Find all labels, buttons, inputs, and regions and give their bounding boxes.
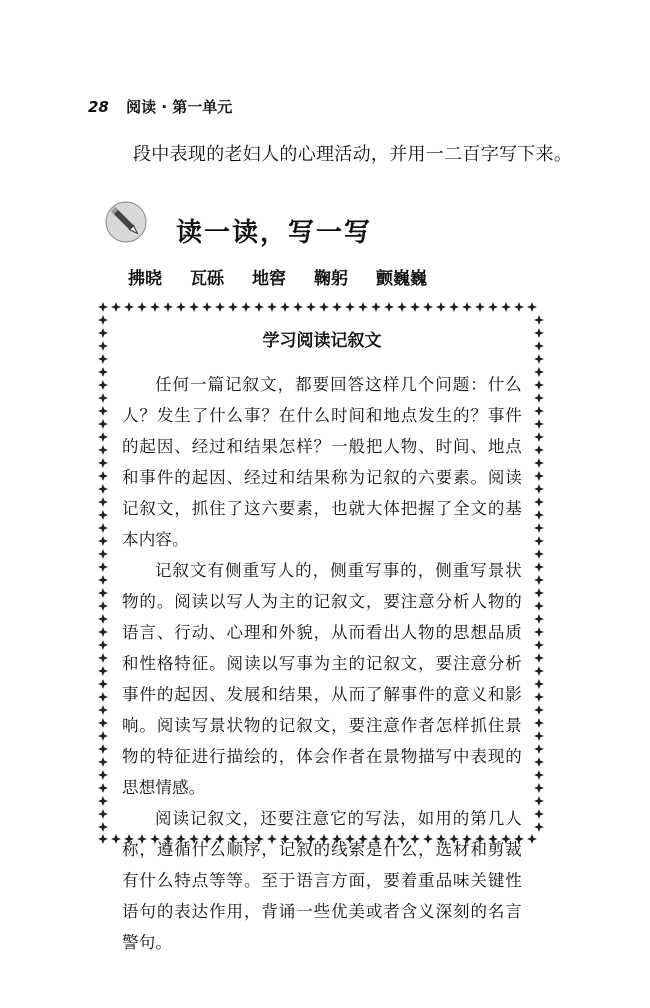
border-star: [397, 302, 407, 312]
border-star: [534, 523, 544, 533]
border-star: [501, 302, 511, 312]
border-star: [534, 497, 544, 507]
border-star: [98, 315, 108, 325]
border-star: [98, 367, 108, 377]
intro-line: 段中表现的老妇人的心理活动，并用一二百字写下来。: [133, 144, 573, 165]
border-star: [410, 302, 420, 312]
border-star: [98, 393, 108, 403]
border-star: [534, 328, 544, 338]
border-star: [98, 601, 108, 611]
border-star: [534, 770, 544, 780]
border-star: [98, 796, 108, 806]
border-star: [534, 640, 544, 650]
border-star: [534, 458, 544, 468]
box-paragraph: 任何一篇记叙文，都要回答这样几个问题：什么人？发生了什么事？在什么时间和地点发生的？事件的起因、经过和结果怎样？一般把人物、时间、地点和事件的起因、经过和结果称为记叙的六要素。阅读记叙文，抓住了这六要素，也就大体把握了全文的基本内容。: [122, 375, 522, 549]
border-star: [241, 302, 251, 312]
border-star: [98, 484, 108, 494]
border-star: [384, 302, 394, 312]
border-star: [534, 445, 544, 455]
border-star: [98, 588, 108, 598]
border-star: [280, 302, 290, 312]
border-star: [98, 445, 108, 455]
border-star: [534, 653, 544, 663]
border-star: [254, 302, 264, 312]
border-star: [514, 302, 524, 312]
border-star: [534, 354, 544, 364]
border-star: [534, 549, 544, 559]
border-star: [163, 302, 173, 312]
border-star: [436, 302, 446, 312]
border-star: [98, 302, 108, 312]
border-star: [98, 692, 108, 702]
border-star: [98, 809, 108, 819]
border-star: [371, 302, 381, 312]
border-star: [98, 744, 108, 754]
box-paragraph: 阅读记叙文，还要注意它的写法，如用的第几人称，遵循什么顺序，记叙的线索是什么，选材和剪裁有什么特点等等。至于语言方面，要着重品味关键性语句的表达作用，背诵一些优美或者含义深刻的名言警句。: [122, 809, 522, 952]
border-star: [98, 562, 108, 572]
border-star: [462, 302, 472, 312]
border-star: [534, 705, 544, 715]
border-star: [124, 302, 134, 312]
border-star: [534, 562, 544, 572]
border-star: [98, 834, 108, 844]
border-star: [98, 666, 108, 676]
vocab-word: 拂晓: [128, 269, 162, 289]
border-star: [111, 302, 121, 312]
running-title: 阅读 · 第一单元: [126, 98, 233, 116]
border-star: [534, 796, 544, 806]
vocab-word: 颤巍巍: [376, 269, 427, 289]
border-star: [534, 380, 544, 390]
vocab-word: 鞠躬: [314, 269, 348, 289]
border-star: [358, 302, 368, 312]
border-star: [534, 718, 544, 728]
border-star: [98, 653, 108, 663]
border-star: [98, 406, 108, 416]
border-star: [137, 302, 147, 312]
border-star: [215, 302, 225, 312]
border-star: [306, 302, 316, 312]
border-star: [534, 731, 544, 741]
border-star: [475, 302, 485, 312]
border-star: [534, 822, 544, 832]
border-star: [534, 510, 544, 520]
border-star: [423, 302, 433, 312]
border-star: [98, 679, 108, 689]
border-star: [534, 432, 544, 442]
border-star: [98, 419, 108, 429]
border-star: [534, 471, 544, 481]
border-star: [98, 718, 108, 728]
pencil-icon: [104, 200, 148, 244]
box-title: 学习阅读记叙文: [262, 331, 382, 351]
border-star: [98, 354, 108, 364]
border-star: [534, 315, 544, 325]
border-star: [228, 302, 238, 312]
border-star: [98, 458, 108, 468]
border-star: [98, 471, 108, 481]
border-star: [534, 757, 544, 767]
vocabulary-list: [128, 264, 427, 289]
border-star: [534, 367, 544, 377]
page-number: 28: [88, 98, 109, 116]
border-star: [534, 419, 544, 429]
section-title: 读一读，写一写: [176, 218, 373, 248]
reading-tip-box: [122, 322, 522, 958]
border-star: [98, 757, 108, 767]
border-star: [98, 822, 108, 832]
border-star: [534, 614, 544, 624]
border-star: [534, 575, 544, 585]
border-star: [98, 523, 108, 533]
border-star: [98, 536, 108, 546]
border-star: [449, 302, 459, 312]
border-star: [534, 484, 544, 494]
border-star: [189, 302, 199, 312]
border-star: [534, 783, 544, 793]
border-star: [98, 341, 108, 351]
border-star: [98, 627, 108, 637]
border-star: [98, 640, 108, 650]
border-star: [527, 834, 537, 844]
border-star: [319, 302, 329, 312]
border-star: [534, 601, 544, 611]
border-star: [98, 510, 108, 520]
border-star: [534, 341, 544, 351]
border-star: [534, 666, 544, 676]
border-star: [98, 614, 108, 624]
vocab-word: 地窖: [252, 269, 286, 289]
border-star: [332, 302, 342, 312]
box-paragraph: 记叙文有侧重写人的，侧重写事的，侧重写景状物的。阅读以写人为主的记叙文，要注意分析人物的语言、行动、心理和外貌，从而看出人物的思想品质和性格特征。阅读以写事为主的记叙文，要注意分析事件的起因、发展和结果，从而了解事件的意义和影响。阅读写景状物的记叙文，要注意作者怎样抓住景物的特征进行描绘的，体会作者在景物描写中表现的思想情感。: [122, 561, 522, 797]
border-star: [534, 679, 544, 689]
border-star: [345, 302, 355, 312]
page-header: [88, 96, 232, 117]
border-star: [98, 549, 108, 559]
border-star: [98, 380, 108, 390]
border-star: [98, 705, 108, 715]
border-star: [527, 302, 537, 312]
border-star: [534, 588, 544, 598]
border-star: [111, 834, 121, 844]
border-star: [98, 432, 108, 442]
border-star: [293, 302, 303, 312]
border-star: [176, 302, 186, 312]
border-star: [534, 692, 544, 702]
border-star: [267, 302, 277, 312]
border-star: [534, 406, 544, 416]
border-star: [98, 497, 108, 507]
border-star: [150, 302, 160, 312]
border-star: [488, 302, 498, 312]
border-star: [534, 627, 544, 637]
border-star: [98, 575, 108, 585]
border-star: [534, 809, 544, 819]
border-star: [202, 302, 212, 312]
border-star: [98, 731, 108, 741]
section-heading: [104, 200, 524, 260]
border-star: [98, 770, 108, 780]
border-star: [98, 783, 108, 793]
border-star: [534, 536, 544, 546]
vocab-word: 瓦砾: [190, 269, 224, 289]
border-star: [534, 744, 544, 754]
border-star: [98, 328, 108, 338]
border-star: [534, 393, 544, 403]
